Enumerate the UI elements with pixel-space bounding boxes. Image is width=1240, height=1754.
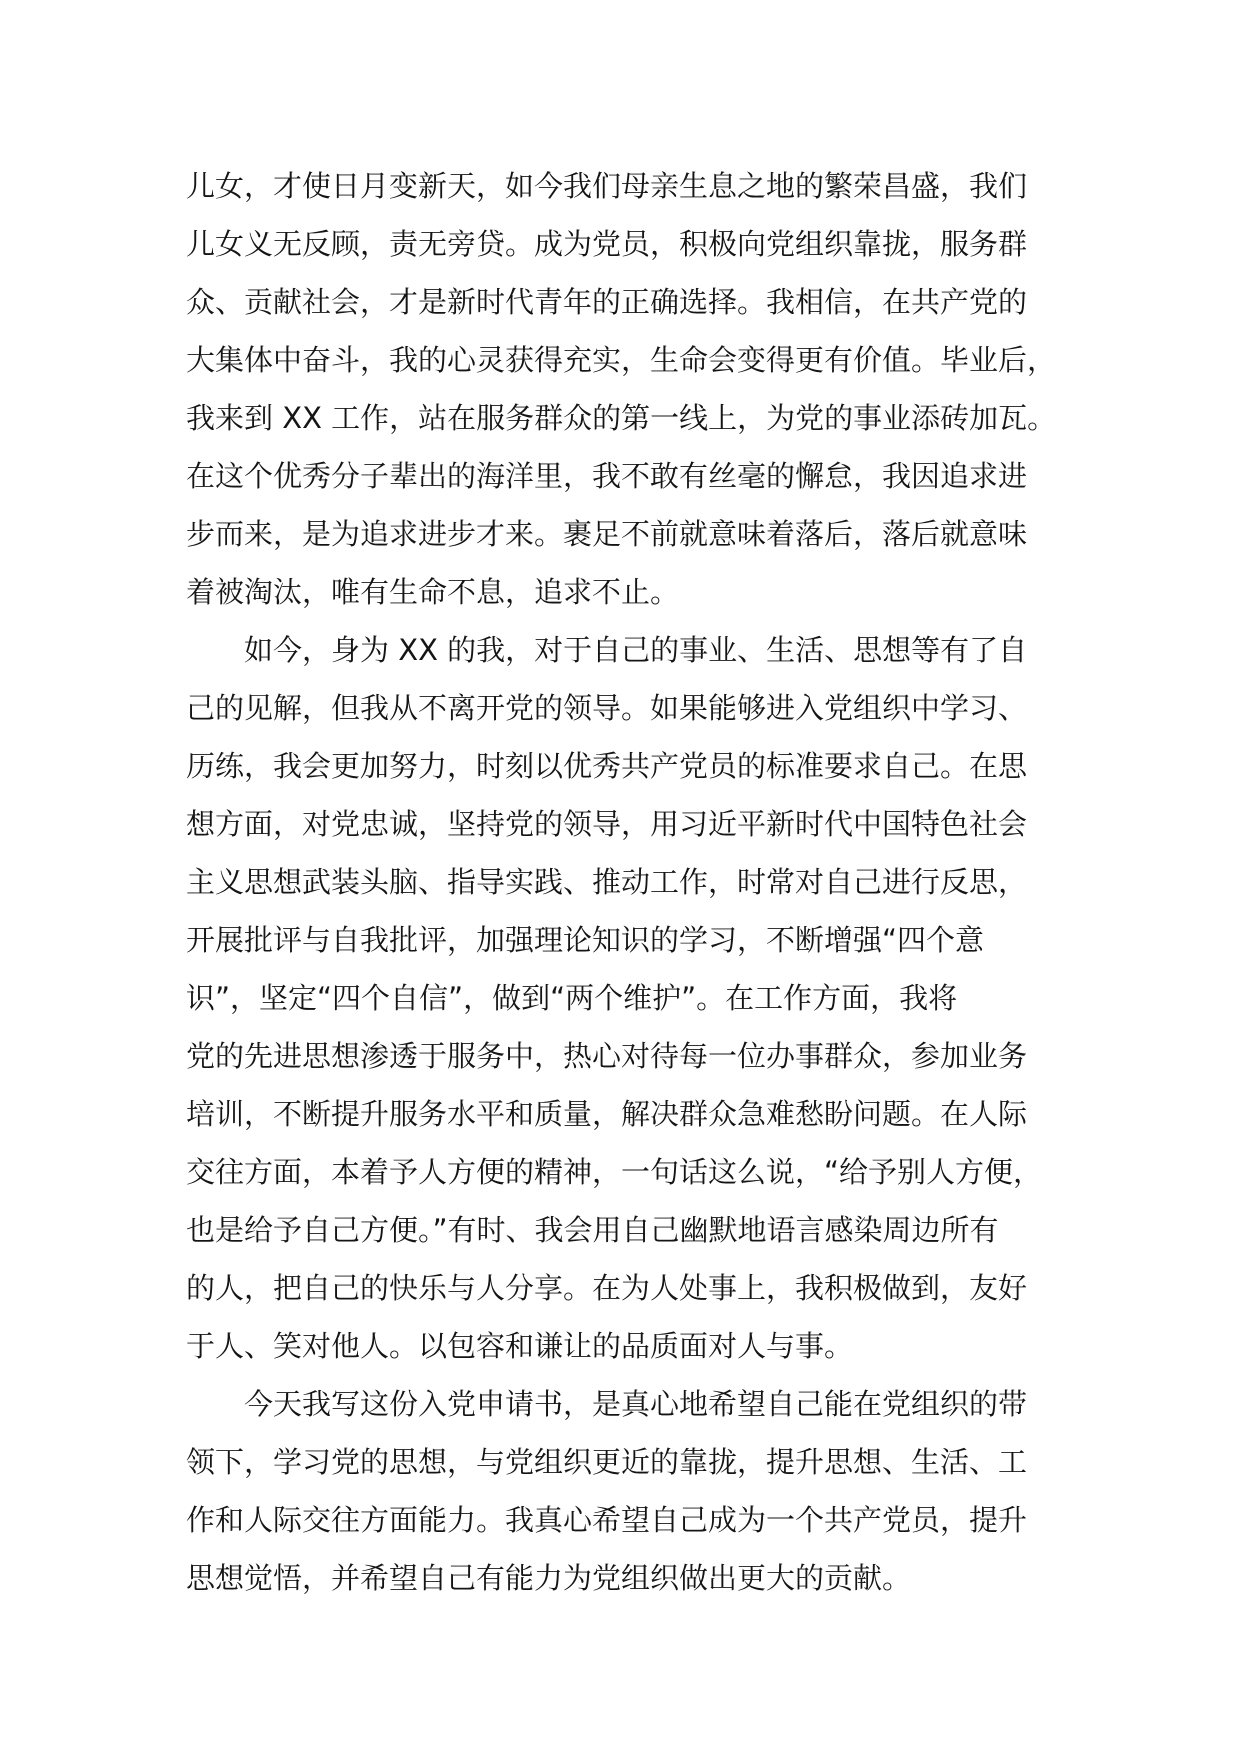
text-line: 主义思想武装头脑、指导实践、推动工作，时常对自己进行反思， (186, 865, 1028, 899)
text-line: 想方面，对党忠诚，坚持党的领导，用习近平新时代中国特色社会 (186, 807, 1028, 841)
text-line: 步而来，是为追求进步才来。裹足不前就意味着落后，落后就意味 (186, 517, 1028, 551)
text-line: 我来到 XX 工作，站在服务群众的第一线上，为党的事业添砖加瓦。 (186, 401, 1057, 435)
text-line: 交往方面，本着予人方便的精神，一句话这么说，“给予别人方便， (186, 1155, 1043, 1189)
text-line: 在这个优秀分子辈出的海洋里，我不敢有丝毫的懈怠，我因追求进 (186, 459, 1028, 493)
text-line: 儿女，才使日月变新天，如今我们母亲生息之地的繁荣昌盛，我们 (186, 169, 1028, 203)
text-line: 领下，学习党的思想，与党组织更近的靠拢，提升思想、生活、工 (186, 1445, 1028, 1479)
text-line: 今天我写这份入党申请书，是真心地希望自己能在党组织的带 (186, 1387, 1028, 1421)
text-line: 党的先进思想渗透于服务中，热心对待每一位办事群众，参加业务 (186, 1039, 1028, 1073)
text-line: 思想觉悟，并希望自己有能力为党组织做出更大的贡献。 (186, 1561, 912, 1595)
text-line: 大集体中奋斗，我的心灵获得充实，生命会变得更有价值。毕业后， (186, 343, 1057, 377)
text-line: 的人，把自己的快乐与人分享。在为人处事上，我积极做到，友好 (186, 1271, 1028, 1305)
text-line: 己的见解，但我从不离开党的领导。如果能够进入党组织中学习、 (186, 691, 1028, 725)
text-line: 众、贡献社会，才是新时代青年的正确选择。我相信，在共产党的 (186, 285, 1028, 319)
text-line: 儿女义无反顾，责无旁贷。成为党员，积极向党组织靠拢，服务群 (186, 227, 1028, 261)
text-line: 着被淘汰，唯有生命不息，追求不止。 (186, 575, 680, 609)
document-body-text (186, 157, 1086, 1607)
text-line: 作和人际交往方面能力。我真心希望自己成为一个共产党员，提升 (186, 1503, 1028, 1537)
text-line: 于人、笑对他人。以包容和谦让的品质面对人与事。 (186, 1329, 854, 1363)
text-line: 开展批评与自我批评，加强理论知识的学习，不断增强“四个意 (186, 923, 985, 957)
text-line: 历练，我会更加努力，时刻以优秀共产党员的标准要求自己。在思 (186, 749, 1028, 783)
text-line: 识”，坚定“四个自信”，做到“两个维护”。在工作方面，我将 (186, 981, 958, 1015)
text-line: 如今，身为 XX 的我，对于自己的事业、生活、思想等有了自 (186, 633, 1028, 667)
text-line: 培训，不断提升服务水平和质量，解决群众急难愁盼问题。在人际 (186, 1097, 1028, 1131)
text-line: 也是给予自己方便。”有时、我会用自己幽默地语言感染周边所有 (186, 1213, 999, 1247)
